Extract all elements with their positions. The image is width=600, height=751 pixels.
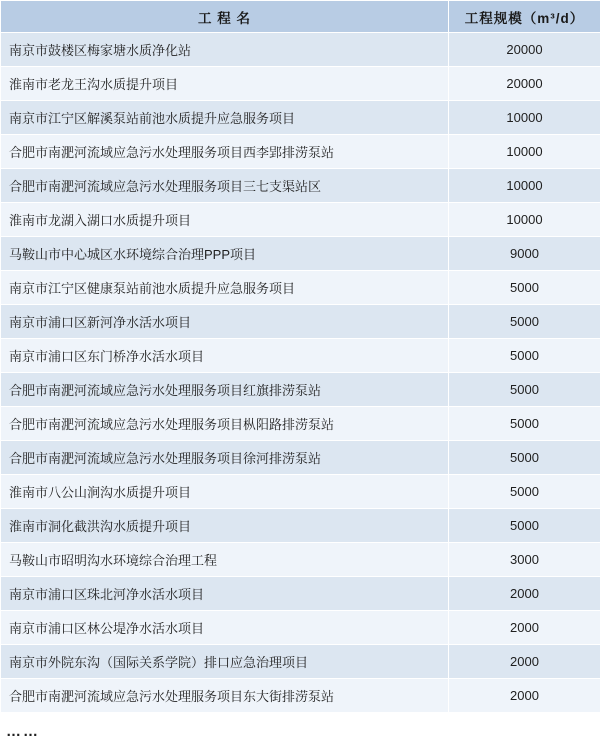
cell-project-scale: 10000 [449, 101, 600, 135]
table-row [1, 339, 600, 373]
cell-project-scale: 5000 [449, 305, 600, 339]
cell-project-scale: 3000 [449, 543, 600, 577]
cell-project-scale: 2000 [449, 611, 600, 645]
table-row [1, 475, 600, 509]
cell-project-name: 合肥市南淝河流域应急污水处理服务项目红旗排涝泵站 [1, 373, 449, 407]
cell-project-scale: 5000 [449, 271, 600, 305]
cell-project-name: 合肥市南淝河流域应急污水处理服务项目西李郢排涝泵站 [1, 135, 449, 169]
cell-project-scale: 10000 [449, 135, 600, 169]
cell-project-scale: 10000 [449, 203, 600, 237]
table-row [1, 543, 600, 577]
table-row [1, 373, 600, 407]
cell-project-name: 马鞍山市中心城区水环境综合治理PPP项目 [1, 237, 449, 271]
cell-project-name: 南京市江宁区健康泵站前池水质提升应急服务项目 [1, 271, 449, 305]
table-row [1, 237, 600, 271]
table-row [1, 67, 600, 101]
table-row [1, 407, 600, 441]
cell-project-name: 南京市外院东沟（国际关系学院）排口应急治理项目 [1, 645, 449, 679]
column-header-project-scale: 工程规模（m³/d） [449, 1, 600, 33]
cell-project-scale: 10000 [449, 169, 600, 203]
table-row [1, 577, 600, 611]
cell-project-name: 马鞍山市昭明沟水环境综合治理工程 [1, 543, 449, 577]
cell-project-name: 南京市江宁区解溪泵站前池水质提升应急服务项目 [1, 101, 449, 135]
table-row [1, 611, 600, 645]
cell-project-name: 南京市浦口区林公堤净水活水项目 [1, 611, 449, 645]
table-row [1, 33, 600, 67]
table-footer-ellipsis: …… [0, 713, 600, 751]
cell-project-scale: 5000 [449, 475, 600, 509]
table-row [1, 441, 600, 475]
table-row [1, 101, 600, 135]
cell-project-scale: 5000 [449, 441, 600, 475]
cell-project-name: 合肥市南淝河流域应急污水处理服务项目枞阳路排涝泵站 [1, 407, 449, 441]
cell-project-name: 淮南市八公山涧沟水质提升项目 [1, 475, 449, 509]
cell-project-scale: 2000 [449, 645, 600, 679]
cell-project-scale: 5000 [449, 373, 600, 407]
cell-project-scale: 2000 [449, 679, 600, 713]
cell-project-name: 合肥市南淝河流域应急污水处理服务项目三七支渠站区 [1, 169, 449, 203]
cell-project-name: 合肥市南淝河流域应急污水处理服务项目徐河排涝泵站 [1, 441, 449, 475]
cell-project-scale: 5000 [449, 339, 600, 373]
cell-project-name: 南京市浦口区珠北河净水活水项目 [1, 577, 449, 611]
cell-project-scale: 5000 [449, 509, 600, 543]
cell-project-name: 南京市浦口区新河净水活水项目 [1, 305, 449, 339]
column-header-project-name: 工 程 名 [1, 1, 449, 33]
table-row [1, 679, 600, 713]
table-row [1, 135, 600, 169]
cell-project-scale: 20000 [449, 67, 600, 101]
table-header-row [1, 1, 600, 33]
cell-project-name: 淮南市龙湖入湖口水质提升项目 [1, 203, 449, 237]
cell-project-name: 南京市鼓楼区梅家塘水质净化站 [1, 33, 449, 67]
cell-project-scale: 20000 [449, 33, 600, 67]
cell-project-scale: 5000 [449, 407, 600, 441]
cell-project-name: 淮南市洞化截洪沟水质提升项目 [1, 509, 449, 543]
table-row [1, 509, 600, 543]
table-row [1, 645, 600, 679]
cell-project-name: 淮南市老龙王沟水质提升项目 [1, 67, 449, 101]
cell-project-scale: 9000 [449, 237, 600, 271]
table-row [1, 305, 600, 339]
cell-project-scale: 2000 [449, 577, 600, 611]
table-row [1, 271, 600, 305]
cell-project-name: 南京市浦口区东门桥净水活水项目 [1, 339, 449, 373]
table-row [1, 169, 600, 203]
cell-project-name: 合肥市南淝河流域应急污水处理服务项目东大街排涝泵站 [1, 679, 449, 713]
table-row [1, 203, 600, 237]
table-header [1, 1, 600, 33]
table-body [1, 33, 600, 713]
